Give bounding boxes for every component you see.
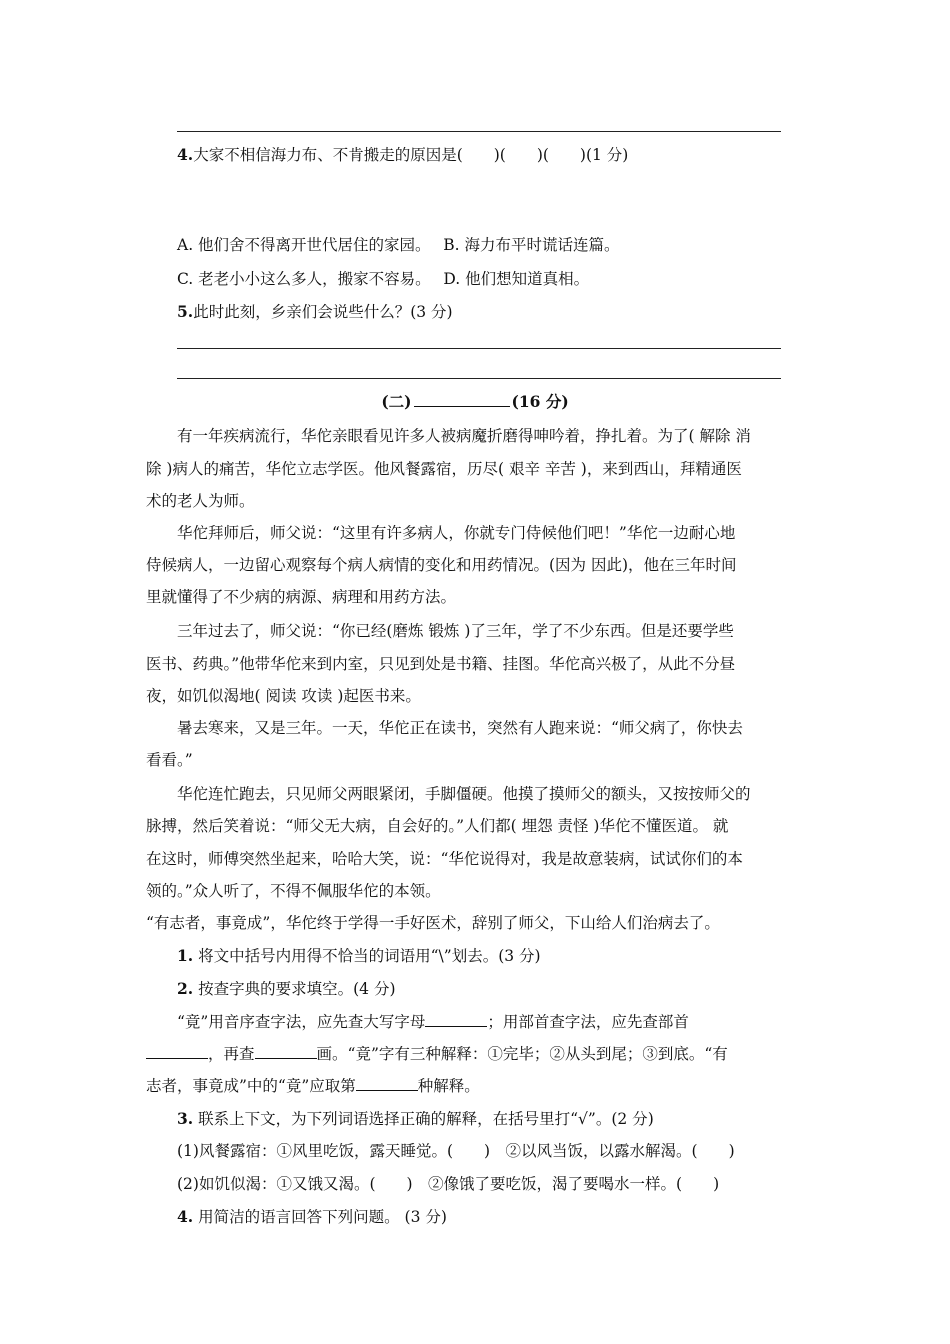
question-2-line: 志者，事竟成”中的“竟”应取第 种解释。 (146, 1077, 480, 1095)
question-2-line: ，再查 画。“竟”字有三种解释：①完毕；②从头到尾；③到底。“有 (146, 1043, 728, 1065)
passage-line: 侍候病人，一边留心观察每个病人病情的变化和用药情况。(因为 因此)，他在三年时间 (146, 556, 737, 574)
question-3-item: (1)风餐露宿：①风里吃饭，露天睡觉。( ) ②以风当饭，以露水解渴。( ) (177, 1142, 735, 1160)
answer-line[interactable] (177, 131, 781, 132)
passage-line: 暑去寒来，又是三年。一天，华佗正在读书，突然有人跑来说：“师父病了，你快去 (177, 719, 743, 737)
fill-blank[interactable] (146, 1044, 208, 1059)
passage-line: 华佗连忙跑去，只见师父两眼紧闭，手脚僵硬。他摸了摸师父的额头，又按按师父的 (177, 785, 751, 803)
passage-line: 术的老人为师。 (146, 492, 255, 510)
question-5: 5.此时此刻，乡亲们会说些什么？(3 分) (177, 302, 453, 321)
passage-line: 领的。”众人听了，不得不佩服华佗的本领。 (146, 882, 441, 900)
fill-blank[interactable] (356, 1076, 418, 1091)
question-2: 2. 按查字典的要求填空。(4 分) (177, 979, 396, 998)
answer-line[interactable] (177, 348, 781, 349)
question-2-line: “竟”用音序查字法，应先查大写字母 ；用部首查字法，应先查部首 (177, 1013, 689, 1031)
answer-line[interactable] (177, 378, 781, 379)
passage-line: 在这时，师傅突然坐起来，哈哈大笑，说：“华佗说得对，我是故意装病，试试你们的本 (146, 850, 743, 868)
passage-line: 脉搏，然后笑着说：“师父无大病，自会好的。”人们都( 埋怨 责怪 )华佗不懂医道。 就 (146, 817, 729, 835)
section-title: (二) (16 分) (381, 392, 569, 411)
question-3: 3. 联系上下文，为下列词语选择正确的解释，在括号里打“√”。(2 分) (177, 1109, 654, 1128)
passage-line: 看看。” (146, 751, 193, 769)
passage-line: 三年过去了，师父说：“你已经(磨炼 锻炼 )了三年，学了不少东西。但是还要学些 (177, 622, 734, 640)
question-1: 1. 将文中括号内用得不恰当的词语用“\”划去。(3 分) (177, 946, 541, 965)
passage-line: 夜，如饥似渴地( 阅读 攻读 )起医书来。 (146, 687, 421, 705)
passage-line: 医书、药典。”他带华佗来到内室，只见到处是书籍、挂图。华佗高兴极了，从此不分昼 (146, 655, 736, 673)
question-3-item: (2)如饥似渴：①又饿又渴。( ) ②像饿了要吃饭，渴了要喝水一样。( ) (177, 1175, 720, 1193)
passage-line: 里就懂得了不少病的病源、病理和用药方法。 (146, 588, 457, 606)
passage-line: 有一年疾病流行，华佗亲眼看见许多人被病魔折磨得呻吟着，挣扎着。为了( 解除 消 (177, 427, 751, 445)
question-4: 4.大家不相信海力布、不肯搬走的原因是( )( )( )(1 分) (177, 145, 629, 164)
fill-blank[interactable] (255, 1044, 317, 1059)
option-cd: C. 老老小小这么多人，搬家不容易。 D. 他们想知道真相。 (177, 270, 590, 288)
passage-line: 除 )病人的痛苦，华佗立志学医。他风餐露宿，历尽( 艰辛 辛苦 )，来到西山，拜精通医 (146, 460, 742, 478)
option-ab: A. 他们舍不得离开世代居住的家园。 B. 海力布平时谎话连篇。 (177, 236, 620, 254)
title-blank[interactable] (414, 391, 510, 407)
passage-line: 华佗拜师后，师父说：“这里有许多病人，你就专门侍候他们吧！”华佗一边耐心地 (177, 524, 736, 542)
question-4b: 4. 用简洁的语言回答下列问题。 (3 分) (177, 1207, 447, 1226)
fill-blank[interactable] (425, 1012, 487, 1027)
passage-line: “有志者，事竟成”，华佗终于学得一手好医术，辞别了师父，下山给人们治病去了。 (146, 914, 720, 932)
